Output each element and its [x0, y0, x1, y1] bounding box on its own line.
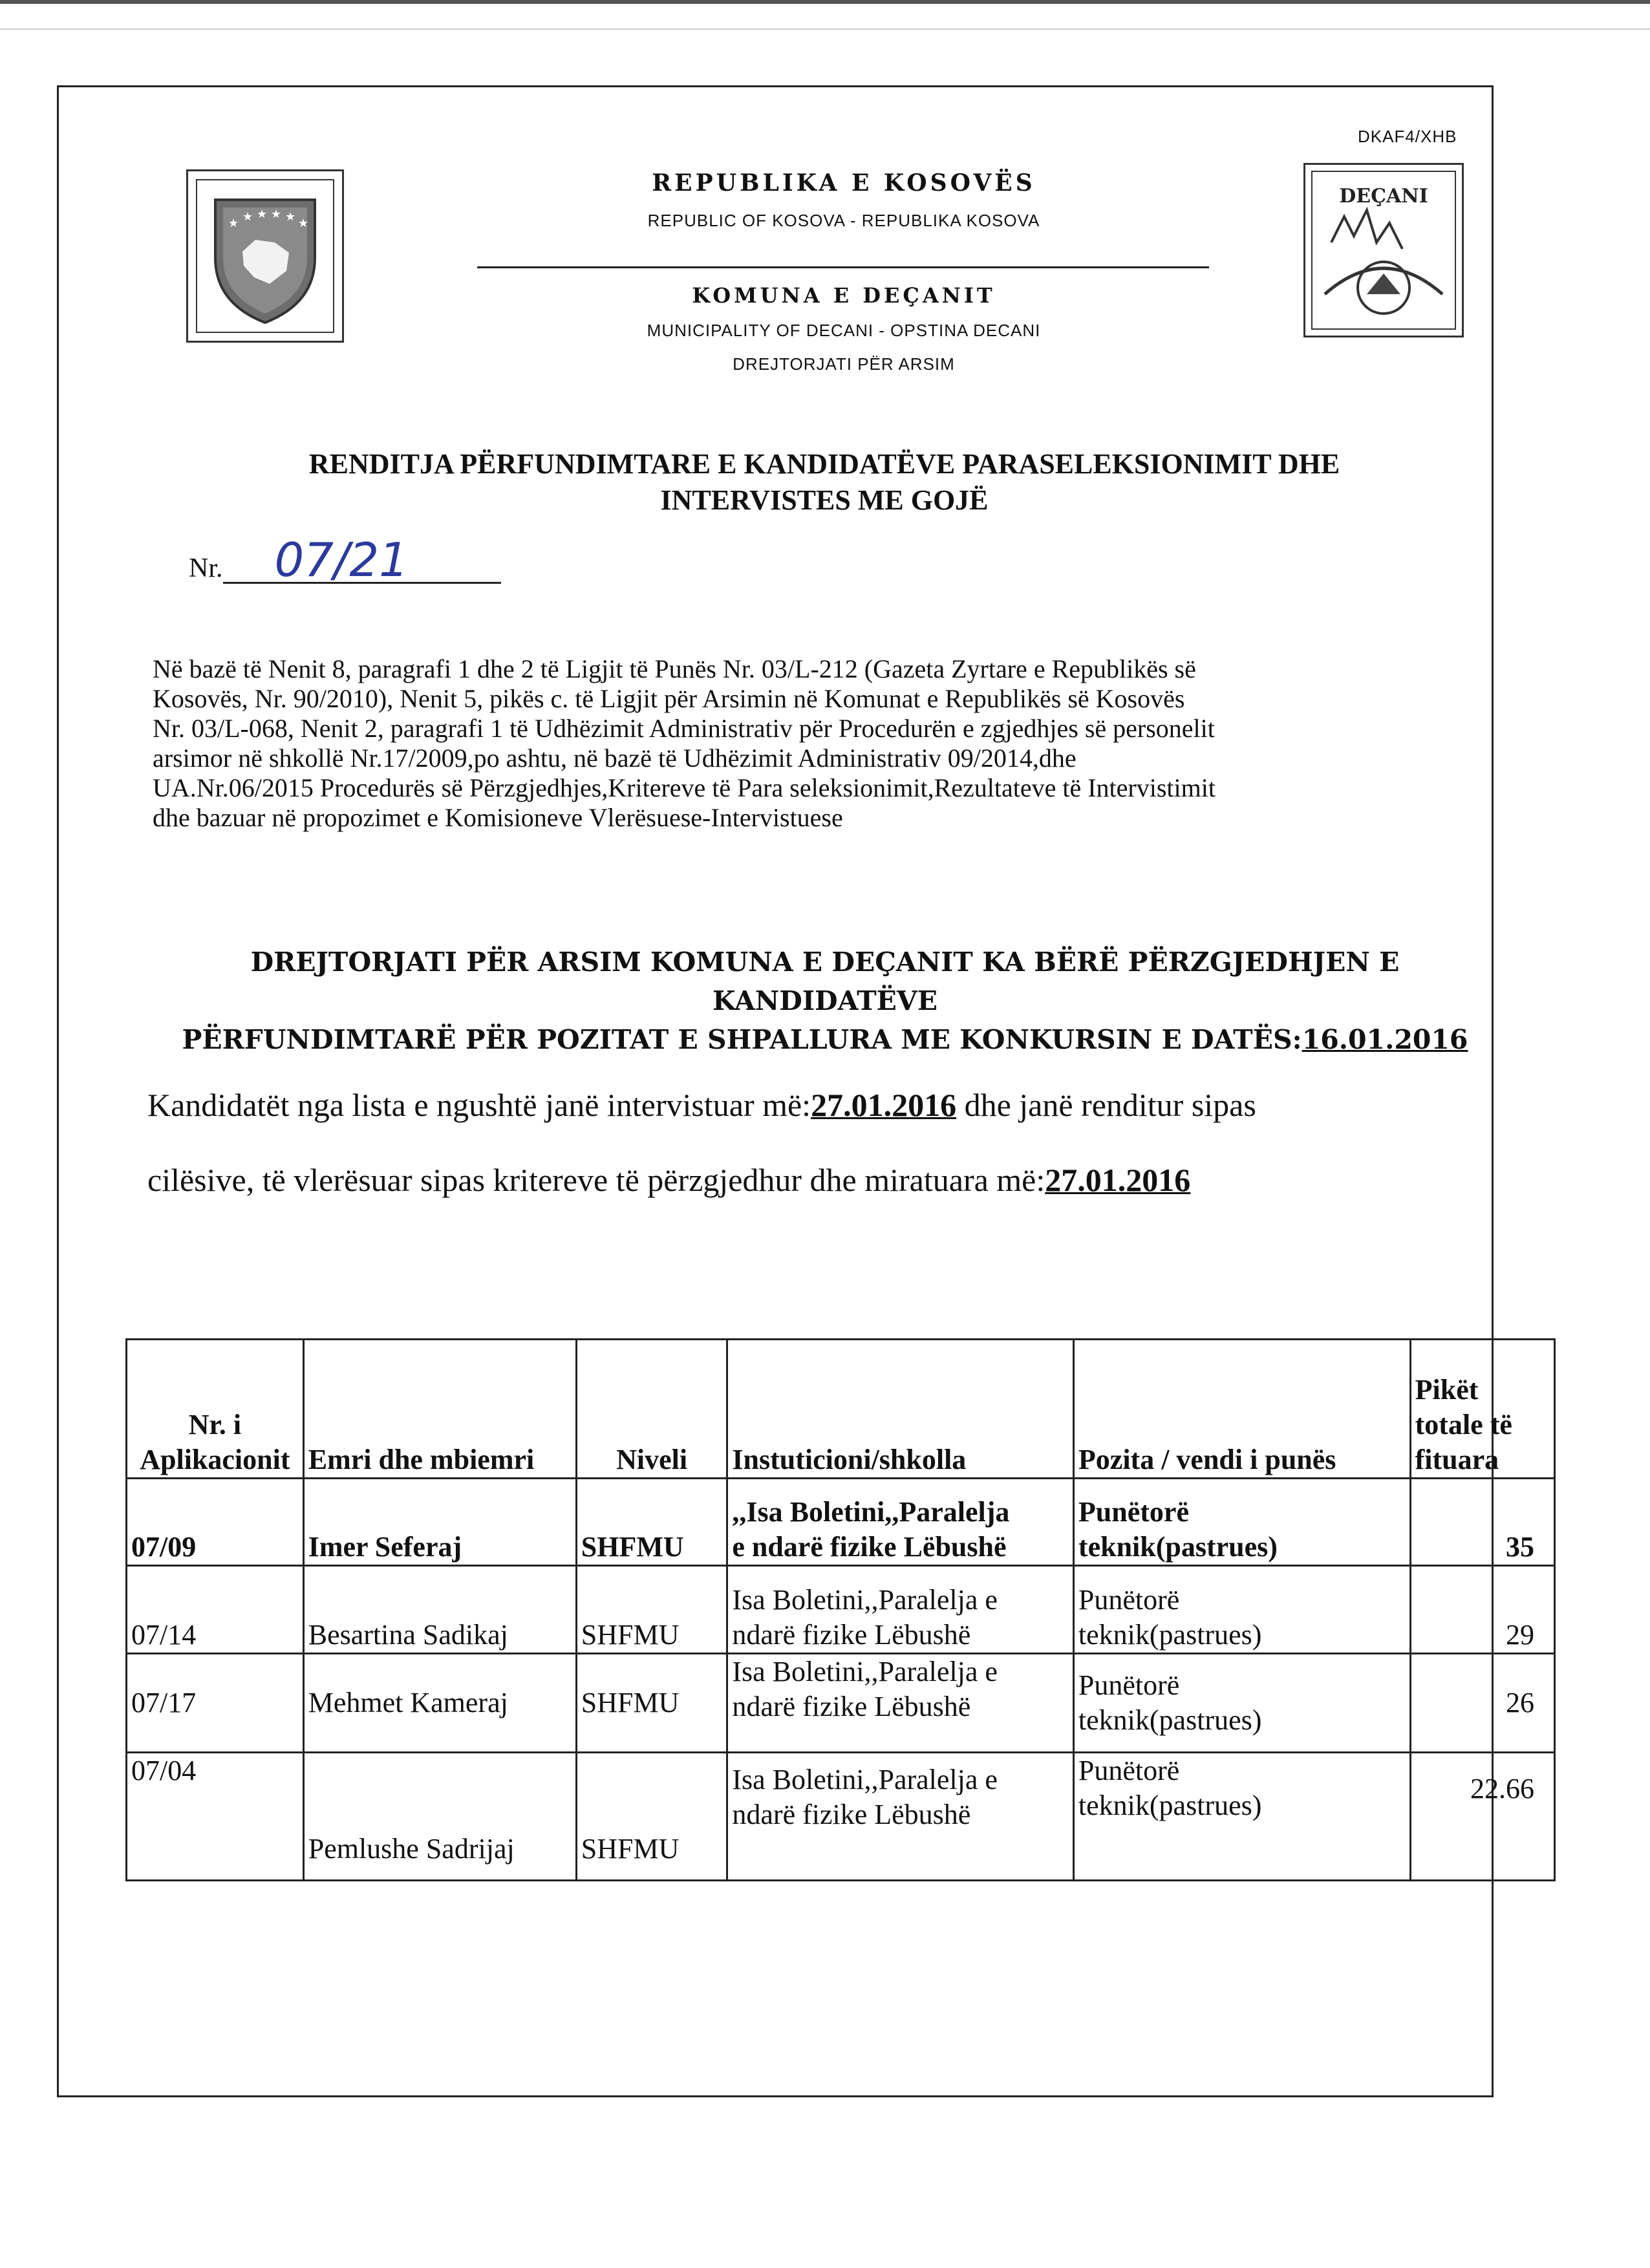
cell-text: teknik(pastrues): [1078, 1704, 1262, 1736]
col-name: Emri dhe mbiemri: [303, 1340, 576, 1479]
approval-statement: [147, 1161, 1190, 1199]
col-application-number: [127, 1340, 304, 1479]
document-code: DKAF4/XHB: [1358, 127, 1457, 146]
municipality-title: KOMUNA E DEÇANIT: [692, 283, 996, 308]
approval-text: cilësive, të vlerësuar sipas kritereve të përzgjedhur dhe miratuara më:: [147, 1162, 1045, 1198]
cell-text: ndarë fizike Lëbushë: [732, 1618, 971, 1651]
decision-line-1: DREJTORJATI PËR ARSIM KOMUNA E DEÇANIT KA BËRË PËRZGJEDHJEN E KANDIDATËVE: [250, 947, 1400, 1016]
republic-title: REPUBLIKA E KOSOVËS: [652, 169, 1036, 197]
municipality-logo-icon: [1305, 165, 1462, 336]
cell-text: teknik(pastrues): [1078, 1790, 1262, 1822]
cell-level: SHFMU: [576, 1653, 727, 1753]
col-level: Niveli: [576, 1340, 727, 1479]
cell-institution: [727, 1753, 1074, 1881]
table-header-row: [127, 1340, 1555, 1479]
cell-text: teknik(pastrues): [1078, 1618, 1262, 1651]
cell-institution: [727, 1653, 1074, 1753]
results-table: [125, 1338, 1556, 1881]
cell-points: 22.66: [1410, 1753, 1554, 1881]
table-row: [127, 1566, 1555, 1653]
cell-points: 29: [1410, 1566, 1554, 1653]
cell-institution: [727, 1479, 1074, 1566]
cell-points: 26: [1410, 1653, 1554, 1753]
cell-text: teknik(pastrues): [1078, 1531, 1278, 1563]
number-label: Nr.: [189, 553, 223, 583]
competition-date: 16.01.2016: [1302, 1024, 1468, 1055]
cell-name: Pemlushe Sadrijaj: [303, 1753, 576, 1881]
cell-application: 07/09: [127, 1479, 304, 1566]
header-text: Nr. i: [188, 1409, 242, 1441]
cell-application: 07/14: [127, 1566, 304, 1653]
decision-line-2: [153, 1020, 1497, 1059]
municipality-subtitle: MUNICIPALITY OF DECANI - OPSTINA DECANI: [647, 321, 1041, 340]
cell-text: Isa Boletini,,Paralelja e: [732, 1764, 998, 1796]
cell-text: Isa Boletini,,Paralelja e: [732, 1583, 998, 1616]
cell-points: 35: [1410, 1479, 1554, 1566]
svg-text:★: ★: [285, 210, 296, 224]
logo-label: DEÇANI: [1339, 185, 1428, 208]
table-row: [127, 1479, 1555, 1566]
cell-application: 07/17: [127, 1653, 304, 1753]
decision-text: PËRFUNDIMTARË PËR POZITAT E SHPALLURA ME KONKURSIN E DATËS:: [182, 1024, 1302, 1055]
svg-text:★: ★: [242, 210, 253, 224]
svg-text:★: ★: [298, 217, 309, 230]
emblem-inner-frame: [196, 179, 334, 333]
legal-line: Në bazë të Nenit 8, paragrafi 1 dhe 2 të Ligjit të Punës Nr. 03/L-212 (Gazeta Zyrtare e Republikës së: [153, 654, 1196, 683]
col-institution: Instuticioni/shkolla: [727, 1340, 1074, 1479]
interview-date: 27.01.2016: [811, 1087, 957, 1123]
cell-text: Punëtorë: [1078, 1669, 1180, 1701]
coat-of-arms-icon: [197, 180, 333, 332]
document-number: [189, 533, 501, 587]
decani-logo: [1303, 163, 1464, 337]
col-points: [1410, 1340, 1554, 1479]
cell-position: [1073, 1566, 1410, 1653]
interview-suffix: dhe janë renditur sipas: [956, 1087, 1256, 1123]
cell-text: ndarë fizike Lëbushë: [732, 1690, 971, 1722]
cell-name: Imer Seferaj: [303, 1479, 576, 1566]
number-field: [223, 533, 501, 587]
cell-institution: [727, 1566, 1074, 1653]
cell-position: [1073, 1653, 1410, 1753]
table-row: [127, 1753, 1555, 1881]
cell-text: ndarë fizike Lëbushë: [732, 1799, 971, 1831]
cell-text: Isa Boletini,,Paralelja e: [732, 1655, 998, 1687]
approval-date: 27.01.2016: [1045, 1162, 1191, 1198]
svg-text:★: ★: [257, 208, 268, 221]
col-position: Pozita / vendi i punës: [1073, 1340, 1410, 1479]
department-name: DREJTORJATI PËR ARSIM: [733, 354, 955, 374]
cell-text: Punëtorë: [1078, 1583, 1180, 1616]
number-value: 07/21: [274, 533, 409, 587]
interview-text: Kandidatët nga lista e ngushtë janë intervistuar më:: [147, 1087, 811, 1123]
header-text: Aplikacionit: [140, 1444, 290, 1476]
svg-text:★: ★: [228, 217, 239, 230]
legal-basis-paragraph: [153, 654, 1497, 833]
cell-name: Besartina Sadikaj: [303, 1566, 576, 1653]
republic-subtitle: REPUBLIC OF KOSOVA - REPUBLIKA KOSOVA: [647, 211, 1040, 230]
scan-edge: [0, 0, 1650, 30]
page-title: [188, 446, 1461, 519]
legal-line: Nr. 03/L-068, Nenit 2, paragrafi 1 të Udhëzimit Administrativ për Procedurën e zgjedhjes së personelit: [153, 714, 1215, 743]
cell-text: Punëtorë: [1078, 1755, 1180, 1787]
cell-position: [1073, 1753, 1410, 1881]
cell-position: [1073, 1479, 1410, 1566]
header-text: fituara: [1415, 1444, 1499, 1476]
cell-text: e ndarë fizike Lëbushë: [732, 1531, 1007, 1563]
kosovo-emblem: [186, 169, 344, 343]
cell-level: SHFMU: [576, 1566, 727, 1653]
page-title-line-2: INTERVISTES ME GOJË: [660, 484, 989, 516]
legal-line: arsimor në shkollë Nr.17/2009,po ashtu, në bazë të Udhëzimit Administrativ 09/2014,dhe: [153, 744, 1077, 773]
cell-level: SHFMU: [576, 1479, 727, 1566]
header-divider: [477, 266, 1209, 268]
legal-line: dhe bazuar në propozimet e Komisioneve Vlerësuese-Intervistuese: [153, 803, 843, 832]
table-row: [127, 1653, 1555, 1753]
cell-name: Mehmet Kameraj: [303, 1653, 576, 1753]
cell-application: 07/04: [127, 1753, 304, 1881]
cell-level: SHFMU: [576, 1753, 727, 1881]
legal-line: Kosovës, Nr. 90/2010), Nenit 5, pikës c. të Ligjit për Arsimin në Komunat e Republikës së Kosovës: [153, 684, 1185, 713]
header-text: Pikët: [1415, 1374, 1479, 1406]
cell-text: ,,Isa Boletini,,Paralelja: [732, 1496, 1010, 1528]
header-text: totale të: [1415, 1409, 1512, 1441]
svg-text:★: ★: [271, 208, 282, 221]
cell-text: Punëtorë: [1078, 1496, 1189, 1528]
decision-heading: [153, 943, 1497, 1059]
page-title-line-1: RENDITJA PËRFUNDIMTARE E KANDIDATËVE PARASELEKSIONIMIT DHE: [308, 448, 1340, 480]
interview-statement: [147, 1086, 1256, 1124]
legal-line: UA.Nr.06/2015 Procedurës së Përzgjedhjes,Kritereve të Para seleksionimit,Rezultateve të Intervistimit: [153, 773, 1216, 802]
